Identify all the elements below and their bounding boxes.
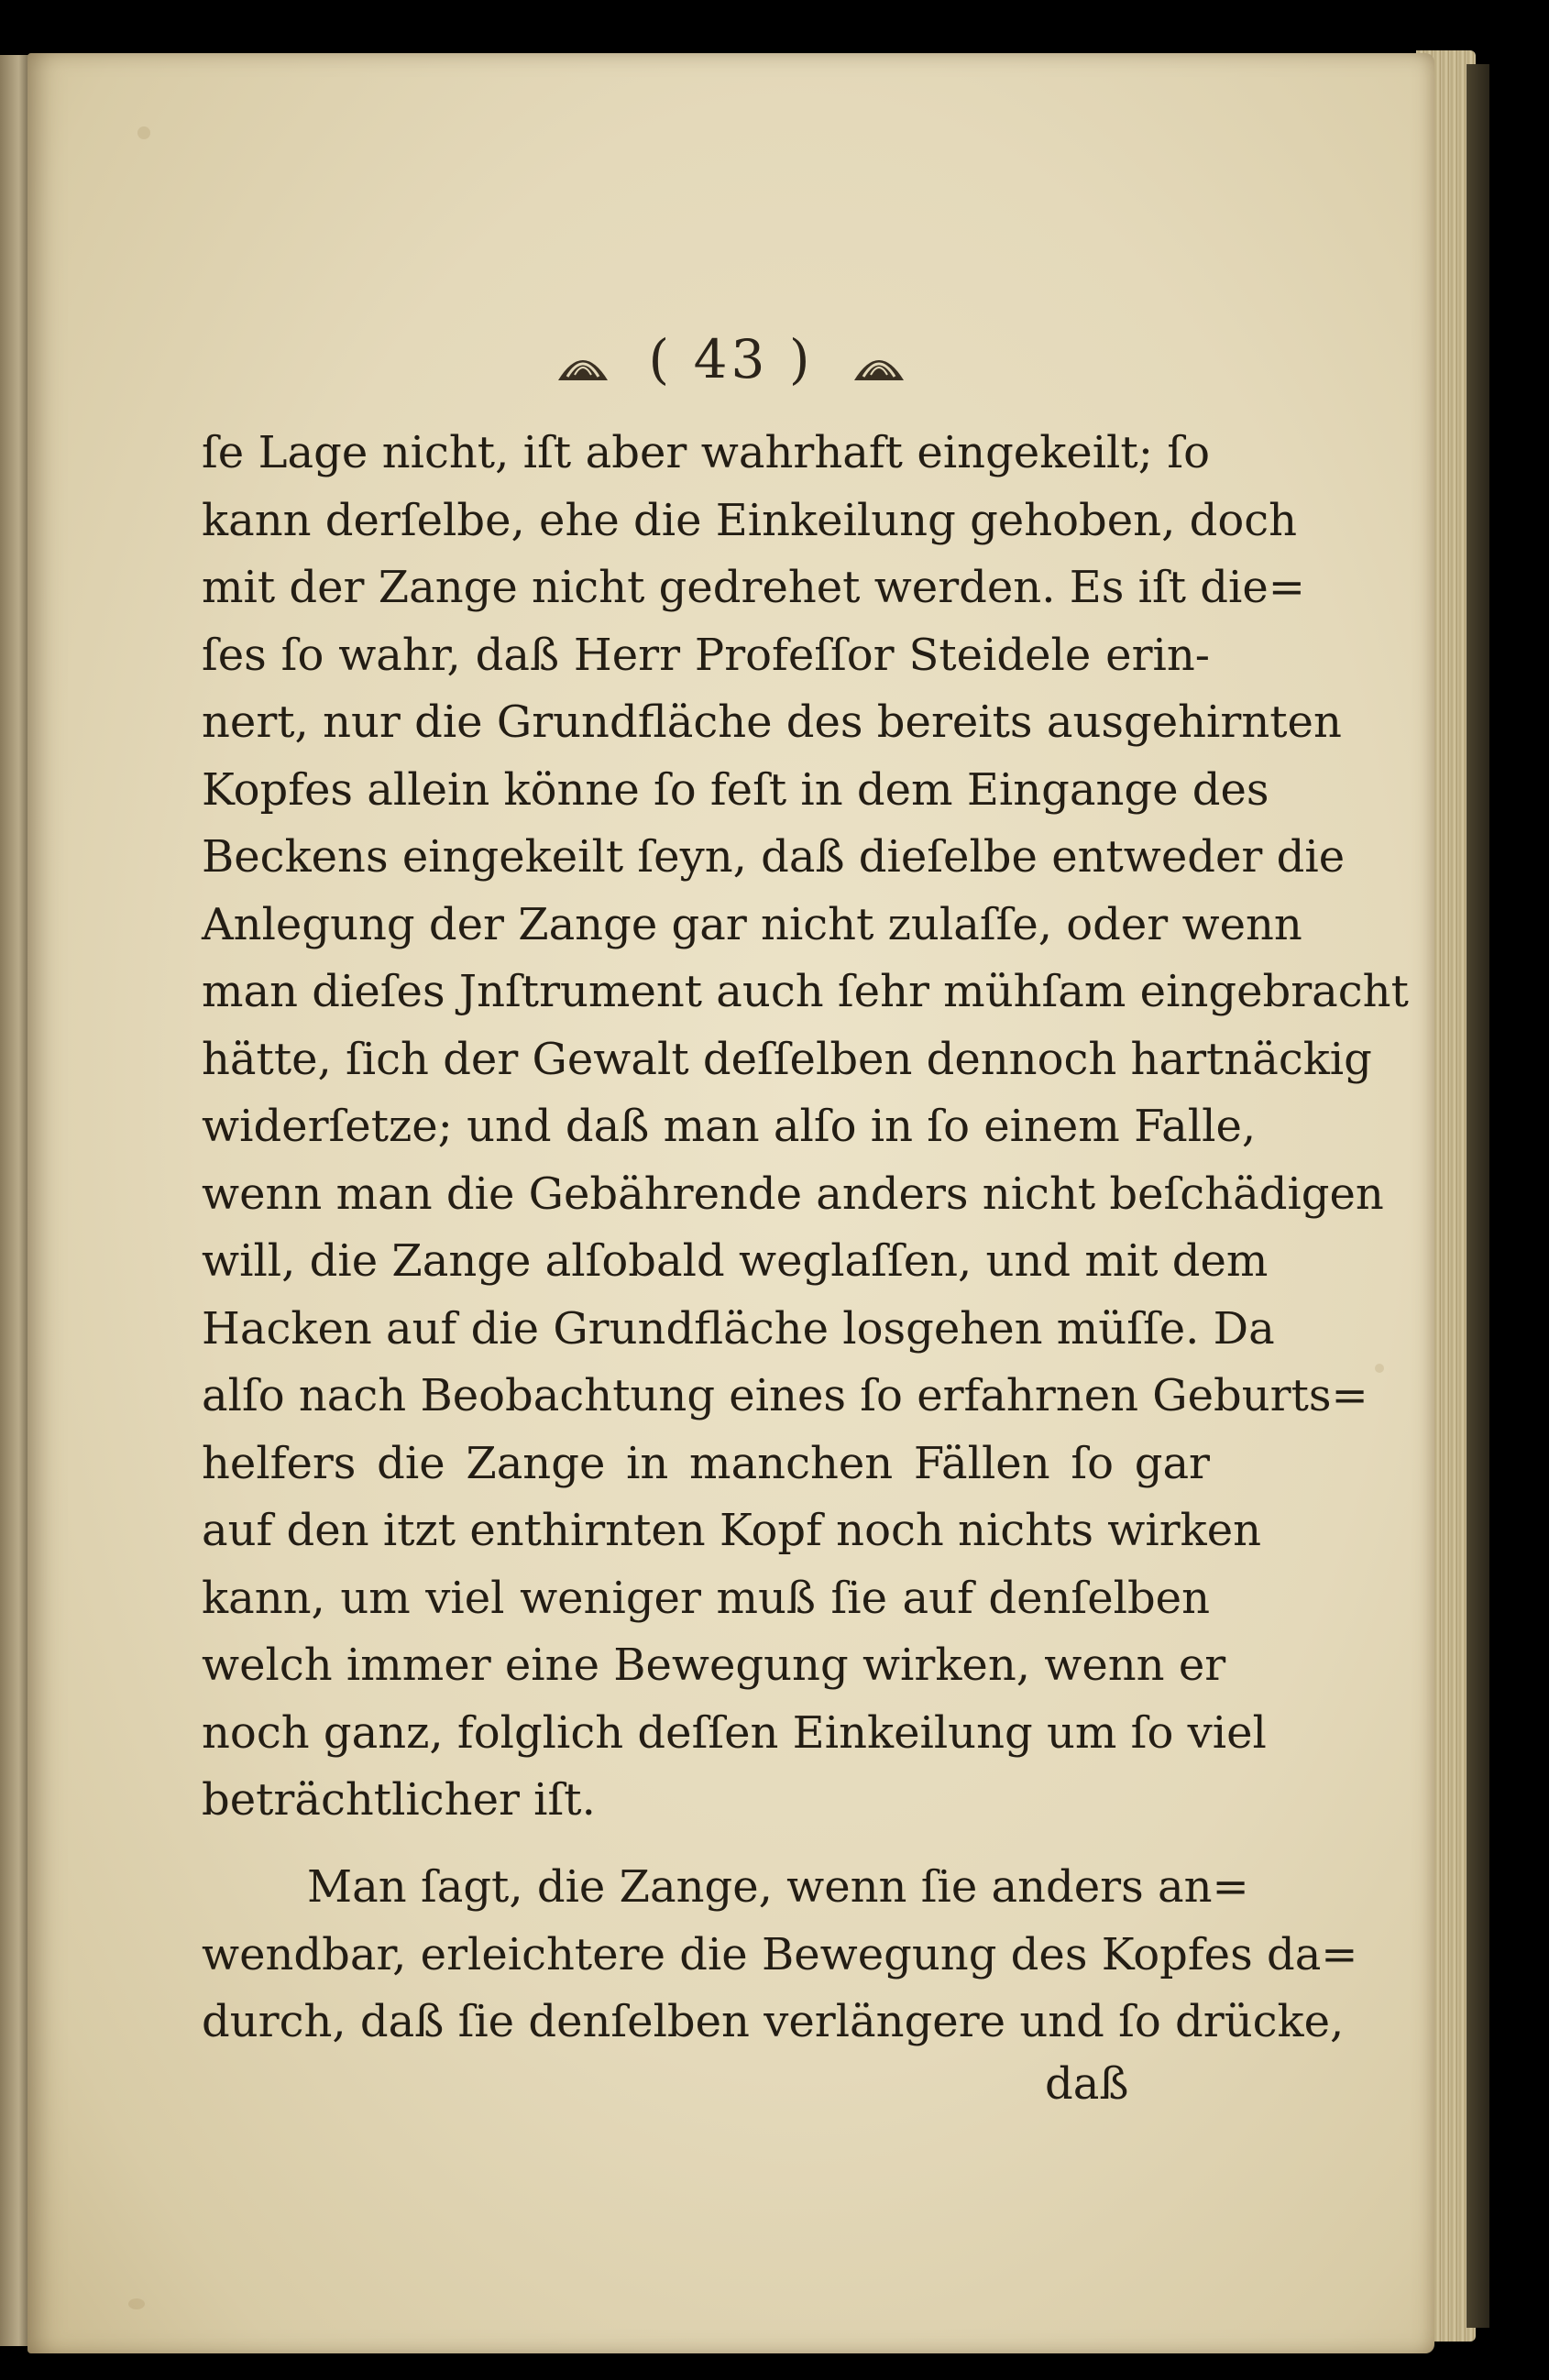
book-cover-edge [1467,64,1489,2328]
paragraph-1 [202,420,1409,1835]
text-line: Kopfes allein könne ſo feſt in dem Eingange des [202,763,1269,816]
text-line: ſe Lage nicht, iſt aber wahrhaft eingekeilt; ſo [202,427,1210,478]
right-ornament-icon [851,344,907,384]
text-line: Man ſagt, die Zange, wenn ſie anders an= [307,1861,1249,1913]
text-line: auf den itzt enthirnten Kopf noch nichts wirken [202,1505,1262,1556]
text-line: noch ganz, folglich deſſen Einkeilung um ſo viel [202,1706,1267,1759]
previous-page-edge [0,55,31,2346]
book-page [27,53,1434,2353]
text-line: alſo nach Beobachtung eines ſo erfahrnen Geburts= [202,1370,1368,1421]
text-line: man dieſes Jnſtrument auch ſehr mühſam eingebracht [202,966,1409,1017]
text-line: helfers die Zange in manchen Fällen ſo gar [202,1437,1210,1489]
text-line: wendbar, erleichtere die Bewegung des Kopfes da= [202,1928,1358,1980]
left-ornament-icon [555,344,611,384]
text-line: hätte, ſich der Gewalt deſſelben dennoch hartnäckig [202,1033,1372,1085]
page-header [27,328,1434,390]
text-line: welch immer eine Bewegung wirken, wenn er [202,1640,1226,1691]
text-line: kann derſelbe, ehe die Einkeilung gehoben, doch [202,494,1298,546]
text-line: mit der Zange nicht gedrehet werden. Es iſt die= [202,562,1306,613]
foxing-spot [128,2298,145,2309]
text-line: will, die Zange alſobald weglaſſen, und mit dem [202,1235,1269,1287]
text-line: widerſetze; und daß man alſo in ſo einem Falle, [202,1101,1257,1152]
text-line: beträchtlicher iſt. [202,1774,596,1826]
foxing-spot [137,126,150,139]
text-line: wenn man die Gebährende anders nicht beſchädigen [202,1168,1384,1220]
text-line: Anlegung der Zange gar nicht zulaſſe, oder wenn [202,898,1302,950]
text-line: Hacken auf die Grundfläche losgehen müſſe. Da [202,1302,1275,1355]
catchword: daß [1045,2058,1129,2110]
text-line: kann, um viel weniger muß ſie auf denſelben [202,1572,1210,1624]
paragraph-2 [202,1854,1358,2056]
text-line: ſes ſo wahr, daß Herr Profeſſor Steidele erin‑ [202,629,1210,681]
text-line: durch, daß ſie denſelben verlängere und ſo drücke, [202,1996,1345,2047]
text-line: Beckens eingekeilt ſeyn, daß dieſelbe entweder die [202,831,1346,883]
foxing-spot [1375,1364,1384,1373]
page-number: ( 43 ) [648,328,814,390]
text-line: nert, nur die Grundfläche des bereits ausgehirnten [202,696,1342,748]
